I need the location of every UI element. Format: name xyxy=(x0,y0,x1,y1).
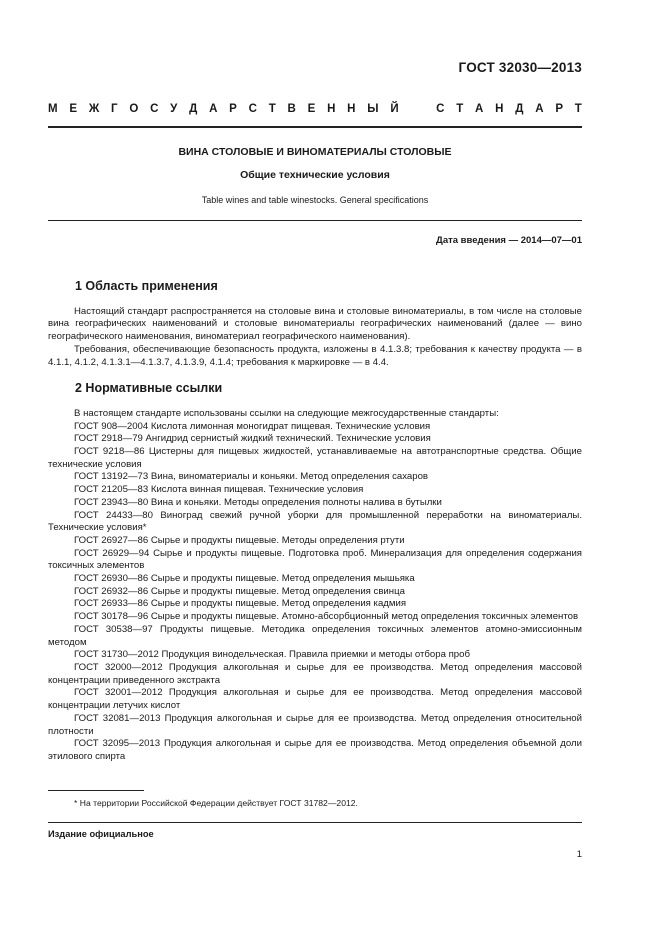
reference-item: ГОСТ 23943—80 Вина и коньяки. Методы определения полноты налива в бутылки xyxy=(74,496,442,508)
reference-item: ГОСТ 26929—94 Сырье и продукты пищевые. Подготовка проб. Минерализация для определения содержания токсичных элементов xyxy=(48,547,582,572)
reference-item: ГОСТ 26927—86 Сырье и продукты пищевые. Методы определения ртути xyxy=(74,534,405,546)
banner-letter: Н xyxy=(327,103,336,115)
banner-letter: Т xyxy=(456,103,464,115)
title-divider xyxy=(48,220,582,221)
reference-item: ГОСТ 21205—83 Кислота винная пищевая. Технические условия xyxy=(74,484,364,496)
banner-letter: Н xyxy=(347,103,356,115)
footnote: * На территории Российской Федерации действует ГОСТ 31782—2012. xyxy=(74,798,358,808)
banner-letter: Д xyxy=(189,103,198,115)
reference-item: ГОСТ 26930—86 Сырье и продукты пищевые. Метод определения мышьяка xyxy=(74,573,415,585)
banner-letter: Ы xyxy=(367,103,379,115)
banner-letter: С xyxy=(436,103,445,115)
banner-letter: Е xyxy=(307,103,316,115)
banner-divider xyxy=(48,126,582,128)
banner-letter: Т xyxy=(268,103,276,115)
banner-letter: Т xyxy=(574,103,582,115)
reference-item: ГОСТ 9218—86 Цистерны для пищевых жидкостей, устанавливаемые на автотранспортные средства. Общие технические условия xyxy=(48,446,582,470)
document-english-title: Table wines and table winestocks. General specifications xyxy=(201,195,429,205)
reference-item: ГОСТ 32081—2013 Продукция алкогольная и сырье для ее производства. Метод определения относительной плотности xyxy=(48,712,582,737)
section-heading: 2 Нормативные ссылки xyxy=(75,381,223,396)
reference-item: ГОСТ 26933—86 Сырье и продукты пищевые. Метод определения кадмия xyxy=(74,598,407,610)
standard-number: ГОСТ 32030—2013 xyxy=(458,60,582,75)
reference-item: ГОСТ 908—2004 Кислота лимонная моногидрат пищевая. Технические условия xyxy=(74,420,431,432)
reference-item: ГОСТ 24433—80 Виноград свежий ручной уборки для промышленной переработки на виноматериалы. Технические условия* xyxy=(48,509,582,534)
banner-letter: Й xyxy=(390,103,399,115)
reference-item: ГОСТ 30538—97 Продукты пищевые. Методика определения токсичных элементов атомно-эмиссионным методом xyxy=(48,623,582,648)
document-body xyxy=(48,280,582,764)
official-edition-label: Издание официальное xyxy=(48,829,154,839)
banner-letter: Е xyxy=(69,103,78,115)
reference-item: ГОСТ 26932—86 Сырье и продукты пищевые. Метод определения свинца xyxy=(74,585,405,597)
footnote-divider xyxy=(48,790,144,791)
reference-item: ГОСТ 32001—2012 Продукция алкогольная и сырье для ее производства. Метод определения массовой концентрации летучих кислот xyxy=(48,687,582,712)
banner-letter: У xyxy=(170,103,178,115)
banner-letter: А xyxy=(209,103,218,115)
section-heading: 1 Область применения xyxy=(75,279,218,293)
banner-letter: О xyxy=(129,103,139,115)
reference-item: ГОСТ 2918—79 Ангидрид сернистый жидкий технический. Технические условия xyxy=(74,433,431,445)
banner-letter: Д xyxy=(515,103,524,115)
banner-letter: М xyxy=(48,103,58,115)
banner-letter: Г xyxy=(111,103,118,115)
banner-letter: С xyxy=(150,103,159,115)
banner-letter: А xyxy=(535,103,544,115)
page-number: 1 xyxy=(576,849,582,860)
paragraph: Настоящий стандарт распространяется на столовые вина и столовые виноматериалы, в том числе на столовые вина географических наименований и столовые виноматериалы географических наименований (далее — вино географического наименования, виноматериал географического наименования). xyxy=(48,305,582,343)
reference-item: ГОСТ 30178—96 Сырье и продукты пищевые. Атомно-абсорбционный метод определения токсичных элементов xyxy=(74,611,579,623)
paragraph: В настоящем стандарте использованы ссылки на следующие межгосударственные стандарты: xyxy=(74,407,499,419)
reference-item: ГОСТ 31730—2012 Продукция винодельческая. Правила приемки и методы отбора проб xyxy=(74,649,470,661)
banner-letter: Р xyxy=(555,103,563,115)
banner-letter: Ж xyxy=(88,103,100,115)
banner-letter: В xyxy=(287,103,296,115)
introduction-date: Дата введения — 2014—07—01 xyxy=(436,235,582,246)
reference-item: ГОСТ 13192—73 Вина, виноматериалы и коньяки. Метод определения сахаров xyxy=(74,471,429,483)
interstate-standard-banner xyxy=(48,103,582,115)
banner-letter: А xyxy=(475,103,484,115)
reference-item: ГОСТ 32095—2013 Продукция алкогольная и сырье для ее производства. Метод определения объемной доли этилового спирта xyxy=(48,738,582,762)
banner-letter: Н xyxy=(495,103,504,115)
reference-item: ГОСТ 32000—2012 Продукция алкогольная и сырье для ее производства. Метод определения массовой концентрации приведенного экстракта xyxy=(48,661,582,686)
banner-letter: Р xyxy=(229,103,237,115)
document-title: ВИНА СТОЛОВЫЕ И ВИНОМАТЕРИАЛЫ СТОЛОВЫЕ xyxy=(178,146,452,158)
footer-divider xyxy=(48,822,582,823)
document-subtitle: Общие технические условия xyxy=(240,169,390,181)
banner-letter: С xyxy=(248,103,257,115)
paragraph: Требования, обеспечивающие безопасность продукта, изложены в 4.1.3.8; требования к качеству продукта — в 4.1.1, 4.1.2, 4.1.3.1—4.1.3.7, 4.1.3.9, 4.1.4; требования к маркировке — в 4.4. xyxy=(48,343,582,368)
